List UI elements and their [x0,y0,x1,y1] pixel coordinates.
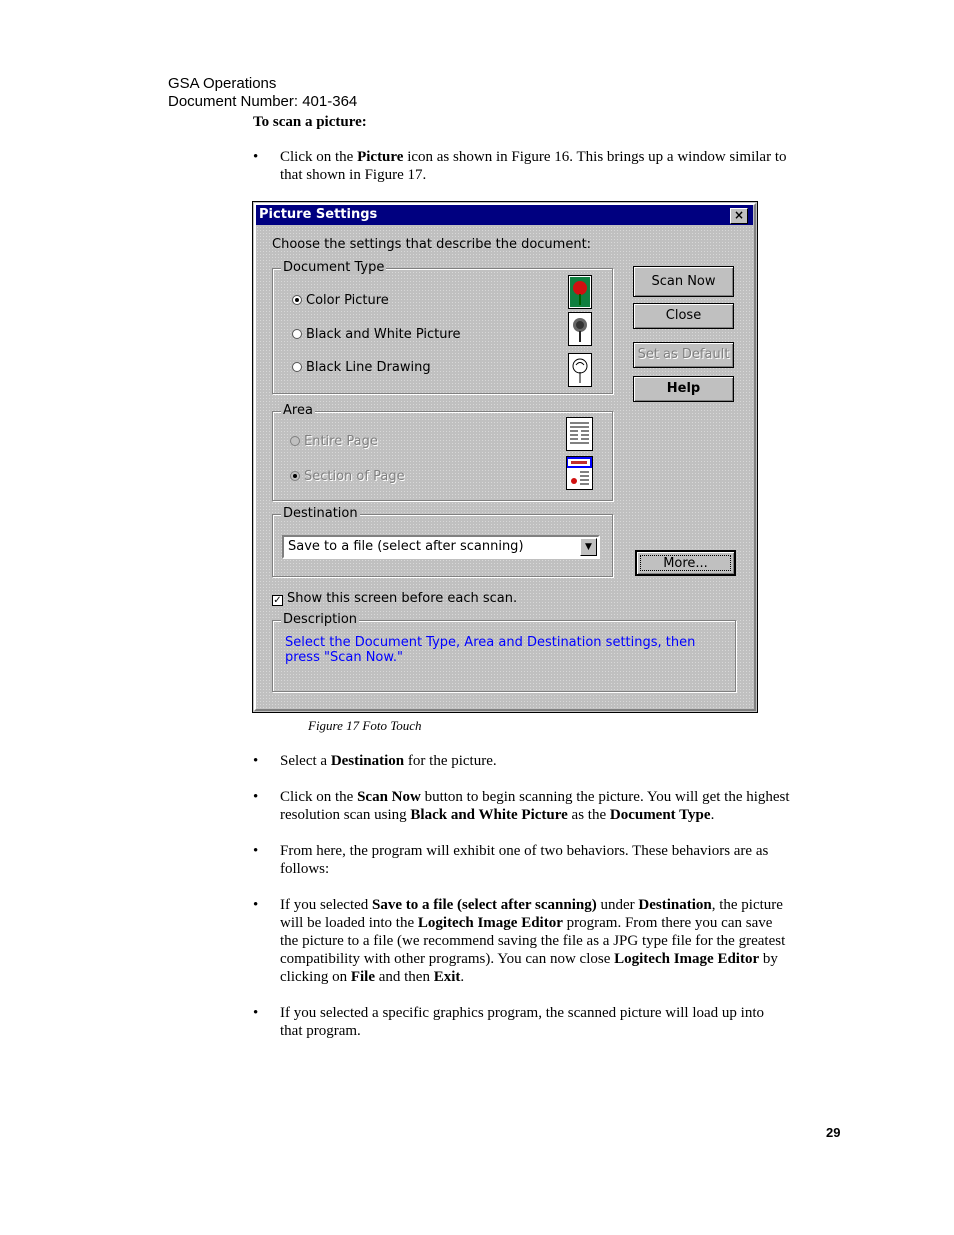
document-type-group [272,260,613,394]
section-of-page-icon [566,456,593,490]
radio-icon [292,362,302,372]
area-group [272,403,613,501]
radio-section-of-page[interactable]: Section of Page [290,469,405,485]
radio-icon [292,329,302,339]
close-button[interactable]: Close [633,303,734,329]
dialog-title: Picture Settings [259,207,378,222]
bullet-dot: • [253,149,259,165]
section-title: To scan a picture: [253,114,367,130]
line-rose-icon [568,353,592,387]
radio-selected-icon [290,471,300,481]
more-button[interactable]: More... [635,550,736,576]
show-screen-checkbox[interactable] [272,591,517,606]
header-org: GSA Operations [168,75,277,92]
set-as-default-button[interactable]: Set as Default [633,342,734,368]
color-rose-icon [568,275,592,309]
destination-label: Destination [283,506,358,521]
bw-rose-icon [568,312,592,346]
close-icon[interactable]: × [730,208,748,224]
checkmark-icon: ✓ [273,595,282,606]
help-button[interactable]: Help [633,376,734,402]
dialog-prompt: Choose the settings that describe the document: [272,237,592,252]
destination-value: Save to a file (select after scanning) [288,539,524,554]
header-doc-number: Document Number: 401-364 [168,93,358,110]
radio-bw-picture[interactable]: Black and White Picture [292,327,461,343]
show-screen-label: Show this screen before each scan. [287,591,518,606]
page-number: 29 [826,1125,841,1140]
figure-caption: Figure 17 Foto Touch [308,718,422,733]
document-type-label: Document Type [283,260,385,275]
radio-icon [290,436,300,446]
radio-selected-icon [292,295,302,305]
dialog-title-bar[interactable] [256,205,753,225]
radio-color-picture[interactable]: Color Picture [292,293,389,309]
description-text: Select the Document Type, Area and Destination settings, then press "Scan Now." [285,635,696,665]
description-label: Description [283,612,358,627]
picture-settings-dialog [252,201,758,713]
scan-now-button[interactable]: Scan Now [633,266,734,297]
radio-line-drawing[interactable]: Black Line Drawing [292,360,431,376]
radio-entire-page[interactable]: Entire Page [290,434,378,450]
entire-page-icon [566,417,593,451]
area-label: Area [283,403,313,418]
chevron-down-icon[interactable]: ▼ [580,538,597,556]
destination-select[interactable] [282,535,600,559]
